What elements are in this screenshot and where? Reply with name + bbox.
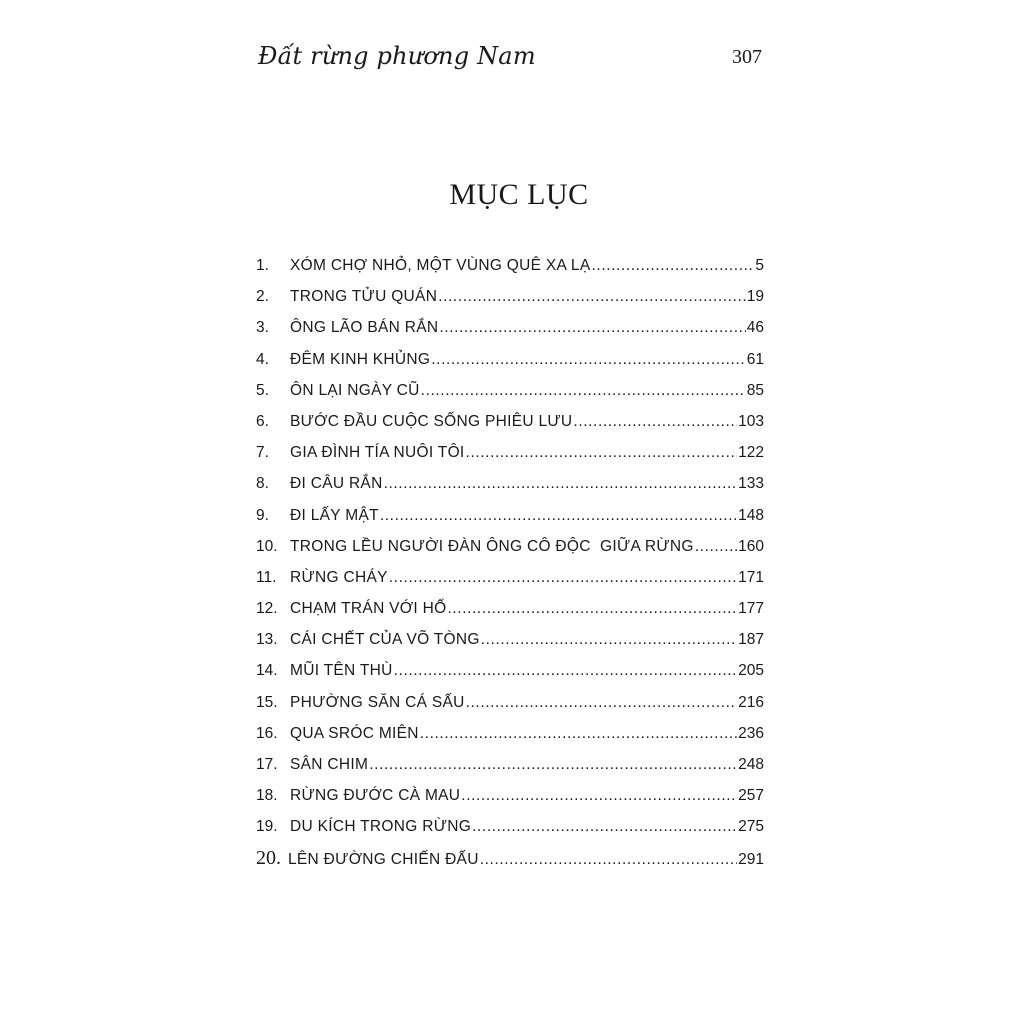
toc-entry-title: CHẠM TRÁN VỚI HỔ <box>290 600 447 618</box>
toc-entry <box>256 718 764 749</box>
dot-leader <box>695 531 737 562</box>
toc-entry <box>256 437 764 468</box>
toc-entry-page: 205 <box>738 662 764 680</box>
toc-entry <box>256 780 764 811</box>
toc-entry <box>256 406 764 437</box>
toc-entry-number: 9. <box>256 506 269 524</box>
toc-entry <box>256 375 764 406</box>
toc-entry-title: GIA ĐÌNH TÍA NUÔI TÔI <box>290 444 465 462</box>
toc-entry <box>256 811 764 842</box>
toc-entry-title: PHƯỜNG SĂN CÁ SẤU <box>290 693 465 711</box>
toc-entry <box>256 655 764 686</box>
toc-heading <box>0 178 1024 212</box>
toc-entry-title: LÊN ĐƯỜNG CHIẾN ĐẤU <box>288 850 479 868</box>
toc-entry-number: 17. <box>256 756 278 773</box>
toc-entry-page: 61 <box>746 350 764 368</box>
dot-leader <box>431 344 745 375</box>
toc-entry-number: 20. <box>256 846 281 869</box>
toc-entry-number: 1. <box>256 257 269 274</box>
toc-entry-page: 236 <box>738 724 764 742</box>
toc-entry-title: ÔN LẠI NGÀY CŨ <box>290 381 420 399</box>
toc-entry-title: ĐI LẤY MẬT <box>290 506 379 524</box>
toc-entry-number: 13. <box>256 631 278 649</box>
toc-entry-page: 19 <box>746 288 764 306</box>
toc-entry-title: TRONG LỀU NGƯỜI ĐÀN ÔNG CÔ ĐỘC GIỮA RỪNG <box>290 537 694 555</box>
toc-entry-title: SÂN CHIM <box>290 756 369 773</box>
toc-entry-title: ÔNG LÃO BÁN RẮN <box>290 319 439 337</box>
toc-entry <box>256 687 764 718</box>
page-number: 307 <box>732 46 762 68</box>
toc-entry <box>256 531 764 562</box>
dot-leader <box>421 375 746 406</box>
toc-entry-title: BƯỚC ĐẦU CUỘC SỐNG PHIÊU LƯU <box>290 412 573 430</box>
dot-leader <box>439 312 745 343</box>
toc-heading-text: MỤC LỤC <box>449 178 589 211</box>
toc-entry-title: ĐI CÂU RẮN <box>290 475 383 493</box>
toc-entry-page: 291 <box>738 850 764 868</box>
toc-entry <box>256 624 764 655</box>
dot-leader <box>384 468 738 499</box>
toc-entry-title: TRONG TỬU QUÁN <box>290 288 438 306</box>
toc-entry-number: 8. <box>256 475 269 493</box>
toc-entry-page: 171 <box>738 568 764 586</box>
toc-entry-title: DU KÍCH TRONG RỪNG <box>290 818 472 836</box>
dot-leader <box>466 687 738 718</box>
dot-leader <box>438 281 746 312</box>
toc-entry <box>256 281 764 312</box>
toc-entry <box>256 344 764 375</box>
dot-leader <box>447 593 737 624</box>
toc-entry <box>256 843 764 874</box>
toc-entry-page: 216 <box>738 693 764 711</box>
toc-entry-title: RỪNG ĐƯỚC CÀ MAU <box>290 787 461 805</box>
dot-leader <box>394 655 738 686</box>
dot-leader <box>466 437 738 468</box>
toc-entry-number: 6. <box>256 412 269 430</box>
toc-entry-number: 14. <box>256 662 278 680</box>
dot-leader <box>480 844 737 875</box>
toc-entry-page: 5 <box>755 257 764 274</box>
toc-entry-number: 15. <box>256 693 278 711</box>
dot-leader <box>592 250 755 281</box>
toc-entry-title: RỪNG CHÁY <box>290 568 388 586</box>
toc-entry-number: 16. <box>256 724 278 742</box>
toc-entry <box>256 562 764 593</box>
toc-entry-page: 122 <box>738 444 764 462</box>
dot-leader <box>369 749 737 780</box>
toc-entry-page: 248 <box>738 756 764 773</box>
toc-entry-page: 85 <box>746 381 764 399</box>
running-title: Đất rừng phương Nam <box>258 42 536 70</box>
dot-leader <box>389 562 737 593</box>
toc-entry-number: 11. <box>256 568 277 586</box>
dot-leader <box>420 718 737 749</box>
dot-leader <box>481 624 737 655</box>
toc-entry-page: 103 <box>738 412 764 430</box>
toc-entry <box>256 500 764 531</box>
toc-entry-page: 46 <box>746 319 764 337</box>
toc-entry-number: 12. <box>256 600 278 618</box>
toc-entry-title: XÓM CHỢ NHỎ, MỘT VÙNG QUÊ XA LẠ <box>290 257 591 274</box>
toc-entry-number: 10. <box>256 537 278 555</box>
toc-entry-number: 7. <box>256 444 269 462</box>
toc-entry <box>256 593 764 624</box>
toc-entry-number: 4. <box>256 350 269 368</box>
toc-entry-number: 18. <box>256 787 278 805</box>
toc-entry-title: CÁI CHẾT CỦA VÕ TÒNG <box>290 631 480 649</box>
toc-entry <box>256 250 764 281</box>
dot-leader <box>380 500 737 531</box>
toc-entry-page: 187 <box>738 631 764 649</box>
toc-entry-page: 133 <box>738 475 764 493</box>
toc-entry-page: 160 <box>738 537 764 555</box>
toc-entry-number: 2. <box>256 288 269 306</box>
toc-entry-page: 257 <box>738 787 764 805</box>
toc-entry-number: 5. <box>256 381 269 399</box>
dot-leader <box>461 780 737 811</box>
toc-entry <box>256 312 764 343</box>
toc-entry-title: MŨI TÊN THÙ <box>290 662 393 680</box>
toc-entry-number: 19. <box>256 818 278 836</box>
toc-entry-page: 148 <box>738 506 764 524</box>
toc-entry-number: 3. <box>256 319 269 337</box>
dot-leader <box>472 811 737 842</box>
toc-entry <box>256 749 764 780</box>
toc-entry-page: 177 <box>738 600 764 618</box>
table-of-contents <box>256 250 764 874</box>
toc-entry <box>256 468 764 499</box>
toc-entry-title: ĐÊM KINH KHỦNG <box>290 350 431 368</box>
toc-entry-title: QUA SRÓC MIÊN <box>290 724 419 742</box>
toc-entry-page: 275 <box>738 818 764 836</box>
dot-leader <box>573 406 737 437</box>
